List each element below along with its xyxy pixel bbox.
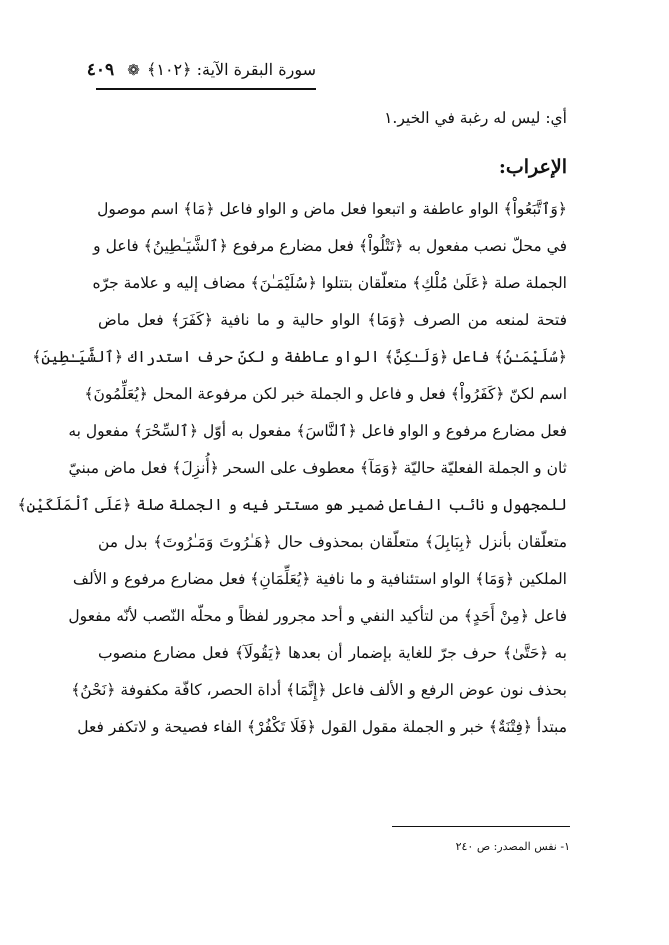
text-line: ﴿سُلَيْمَـٰنُ﴾ فاعل ﴿وَلَـٰكِنَّ﴾ الواو عاطفة و لكنّ حرف استدراك ﴿ٱلشَّيَـٰطِينَ﴾ [32,348,567,366]
page-body [17,100,567,746]
text-line: ﴿وَٱتَّبَعُواْ﴾ الواو عاطفة و اتبعوا فعل ماض و الواو فاعل ﴿مَا﴾ اسم موصول [97,200,567,218]
section-heading: الإعراب: [498,156,567,178]
text-line: الملكين ﴿وَمَا﴾ الواو استئنافية و ما نافية ﴿يُعَلِّمَانِ﴾ فعل مضارع مرفوع و الألف [72,570,567,588]
text-line: متعلّقان بأنزل ﴿بِبَابِلَ﴾ متعلّقان بمحذوف حال ﴿هَـٰرُوتَ وَمَـٰرُوتَ﴾ بدل من [98,533,567,551]
ornament-icon: ❁ [127,61,140,79]
intro-line: أي: ليس له رغبة في الخير.١ [384,109,567,127]
surah-label: سورة البقرة الآية: [196,60,316,79]
text-line: في محلّ نصب مفعول به ﴿تَتْلُواْ﴾ فعل مضارع مرفوع ﴿ٱلشَّيَـٰطِينُ﴾ فاعل و [93,237,567,255]
text-line: به ﴿حَتَّىٰ﴾ حرف جرّ للغاية بإضمار أن بعدها ﴿يَقُولَآ﴾ فعل مضارع منصوب [98,644,567,662]
text-line: اسم لكنّ ﴿كَفَرُواْ﴾ فعل و فاعل و الجملة خبر لكن مرفوعة المحل ﴿يُعَلِّمُونَ﴾ [84,385,567,403]
text-line: الجملة صلة ﴿عَلَىٰ مُلْكِ﴾ متعلّقان بتتلوا ﴿سُلَيْمَـٰنَ﴾ مضاف إليه و علامة جرّه [92,274,567,292]
text-line: ثان و الجملة الفعليّة حاليّة ﴿وَمَآ﴾ معطوف على السحر ﴿أُنزِلَ﴾ فعل ماض مبنيّ [68,459,567,477]
text-line: فاعل ﴿مِنْ أَحَدٍ﴾ من لتأكيد النفي و أحد مجرور لفظاً و محلّه النّصب لأنّه مفعول [68,607,567,625]
text-line: مبتدأ ﴿فِتْنَةٌ﴾ خبر و الجملة مقول القول ﴿فَلَا تَكْفُرْ﴾ الفاء فصيحة و لاتكفر فعل [77,718,567,736]
running-header [86,56,316,84]
page-number: ٤٠٩ [86,60,115,80]
text-line: فعل مضارع مرفوع و الواو فاعل ﴿ٱلنَّاسَ﴾ مفعول به أوّل ﴿ٱلسِّحْرَ﴾ مفعول به [68,422,567,440]
verse-number: ﴿١٠٢﴾ [146,60,192,79]
text-line: فتحة لمنعه من الصرف ﴿وَمَا﴾ الواو حالية و ما نافية ﴿كَفَرَ﴾ فعل ماض [98,311,567,329]
text-line: بحذف نون عوض الرفع و الألف فاعل ﴿إِنَّمَا﴾ أداة الحصر، كافّة مكفوفة ﴿نَحْنُ﴾ [71,681,567,699]
text-line: للمجهول و نائب الفاعل ضمير هو مستتر فيه و الجملة صلة ﴿عَلَى ٱلْمَلَكَيْنِ﴾ [17,496,567,514]
footnote: ١- نفس المصدر: ص ٢٤٠ [455,840,570,853]
header-rule [96,88,316,90]
footnote-separator [392,826,570,827]
